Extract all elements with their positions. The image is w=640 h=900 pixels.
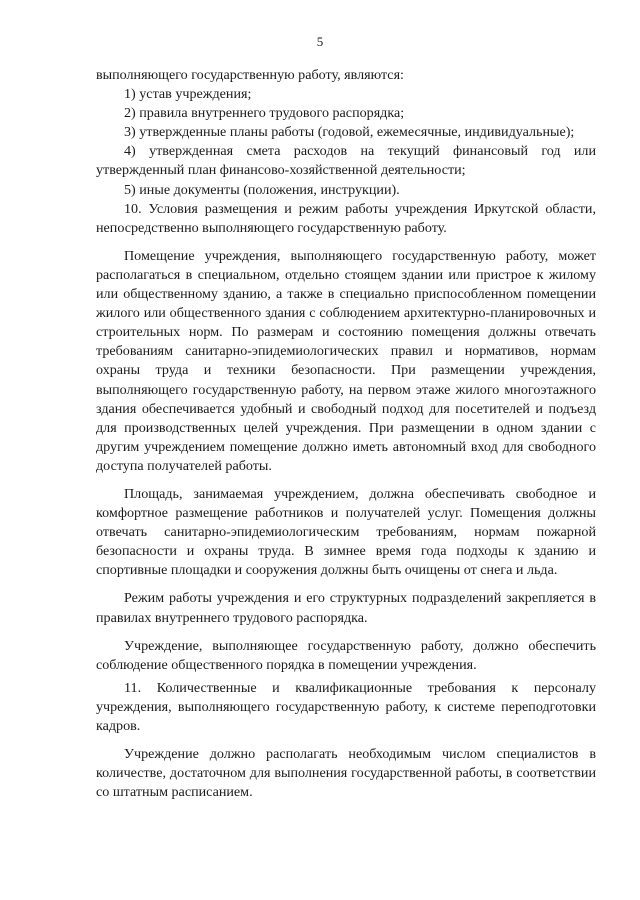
paragraph-staff: Учреждение должно располагать необходимым числом специалистов в количестве, достаточном для выполнения государственной работы, в соответствии со штатным расписанием.	[96, 746, 596, 801]
paragraph-premises: Помещение учреждения, выполняющего государственную работу, может располагаться в специальном, отдельно стоящем здании или пристрое к жилому или общественному зданию, а также в специально приспособленном помещении жилого или общественного здания с соблюдением архитектурно-планировочных и строительных норм. По размерам и состоянию помещения должны отвечать требованиям санитарно-эпидемиологических правил и нормативов, нормам охраны труда и техники безопасности. При размещении учреждения, выполняющего государственную работу, на первом этаже жилого многоэтажного здания обеспечивается удобный и свободный подход для посетителей и подъезд для производственных целей учреждения. При размещении в одном здании с другим учреждением помещение должно иметь автономный вход для свободного доступа получателей работы.	[96, 247, 596, 474]
section-heading-10: 10. Условия размещения и режим работы учреждения Иркутской области, непосредственно выполняющего государственную работу.	[96, 200, 596, 236]
paragraph-area: Площадь, занимаемая учреждением, должна обеспечивать свободное и комфортное размещение работников и получателей услуг. Помещения должны отвечать санитарно-эпидемиологическим требованиям, нормам пожарной безопасности и охраны труда. В зимнее время года подходы к зданию и спортивные площадки и сооружения должны быть очищены от снега и льда.	[96, 485, 596, 579]
document-body	[96, 66, 596, 802]
paragraph-public-order: Учреждение, выполняющее государственную работу, должно обеспечить соблюдение общественного порядка в помещении учреждения.	[96, 637, 596, 673]
page-number: 5	[316, 34, 324, 49]
list-item-labor-rules: 2) правила внутреннего трудового распорядка;	[124, 105, 405, 122]
list-item-charter: 1) устав учреждения;	[124, 86, 252, 103]
paragraph-intro-tail: выполняющего государственную работу, являются:	[96, 67, 404, 83]
paragraph-schedule: Режим работы учреждения и его структурных подразделений закрепляется в правилах внутреннего трудового распорядка.	[96, 590, 596, 626]
list-item-work-plans: 3) утвержденные планы работы (годовой, ежемесячные, индивидуальные);	[124, 124, 575, 141]
section-heading-11: 11. Количественные и квалификационные требования к персоналу учреждения, выполняющего государственную работу, к системе переподготовки кадров.	[96, 679, 596, 734]
list-item-other-docs: 5) иные документы (положения, инструкции).	[124, 181, 400, 198]
list-item-budget: 4) утвержденная смета расходов на текущий финансовый год или утвержденный план финансово-хозяйственной деятельности;	[96, 143, 596, 179]
